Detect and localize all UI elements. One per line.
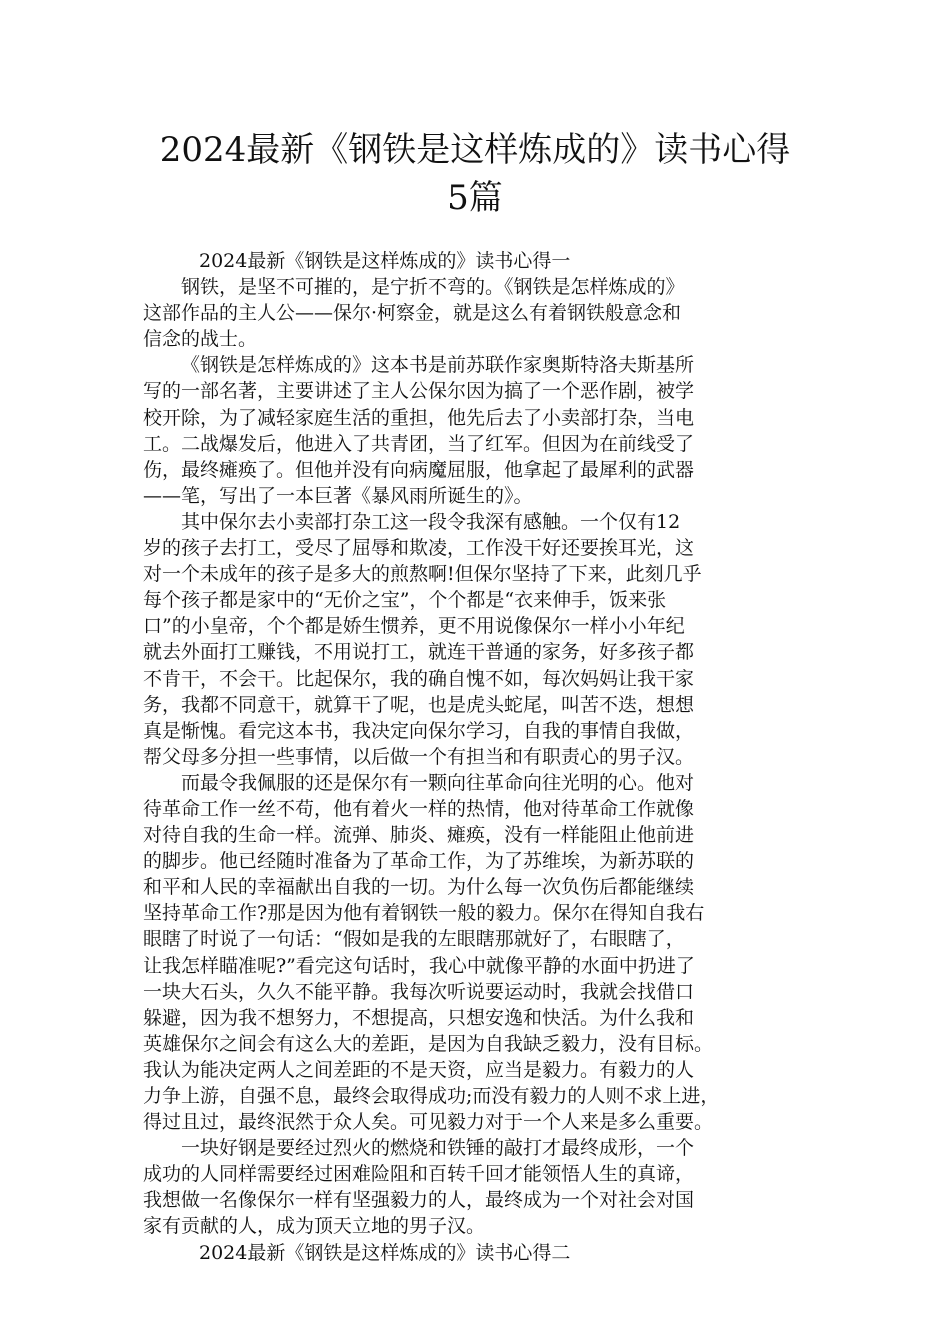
paragraph-line: 这部作品的主人公——保尔·柯察金，就是这么有着钢铁般意念和 [143, 302, 682, 325]
paragraph-line: 岁的孩子去打工，受尽了屈辱和欺凌，工作没干好还要挨耳光，这 [143, 537, 695, 560]
paragraph-4 [143, 770, 808, 1135]
paragraph-line: 一块大石头，久久不能平静。我每次听说要运动时，我就会找借口 [143, 980, 695, 1003]
paragraph-line: 校开除，为了减轻家庭生活的重担，他先后去了小卖部打杂，当电 [143, 406, 695, 429]
paragraph-line: 对待自我的生命一样。流弹、肺炎、瘫痪，没有一样能阻止他前进 [143, 824, 695, 847]
paragraph-line: 就去外面打工赚钱，不用说打工，就连干普通的家务，好多孩子都 [143, 641, 695, 664]
paragraph-line: 躲避，因为我不想努力，不想提高，只想安逸和快活。为什么我和 [143, 1006, 695, 1029]
paragraph-line: 力争上游，自强不息，最终会取得成功;而没有毅力的人则不求上进， [143, 1085, 720, 1107]
paragraph-2 [143, 352, 808, 509]
paragraph-line: 的脚步。他已经随时准备为了革命工作，为了苏维埃，为新苏联的 [143, 850, 695, 873]
title-line-2: 5篇 [447, 178, 503, 218]
paragraph-line: 成功的人同样需要经过困难险阻和百转千回才能领悟人生的真谛， [143, 1163, 695, 1186]
paragraph-line: 信念的战士。 [143, 328, 258, 351]
paragraph-line: 得过且过，最终泯然于众人矣。可见毅力对于一个人来是多么重要。 [143, 1111, 714, 1134]
title-line-1: 2024最新《钢铁是这样炼成的》读书心得 [159, 130, 791, 170]
paragraph-line: 写的一部名著，主要讲述了主人公保尔因为搞了一个恶作剧，被学 [143, 380, 695, 403]
paragraph-line: 英雄保尔之间会有这么大的差距，是因为自我缺乏毅力，没有目标。 [143, 1032, 714, 1055]
document-body [143, 248, 808, 1266]
paragraph-3 [143, 509, 808, 770]
paragraph-line: 不肯干，不会干。比起保尔，我的确自愧不如，每次妈妈让我干家 [143, 667, 695, 690]
paragraph-line: 一块好钢是要经过烈火的燃烧和铁锤的敲打才最终成形，一个 [181, 1137, 695, 1160]
paragraph-line: 家有贡献的人，成为顶天立地的男子汉。 [143, 1215, 486, 1238]
paragraph-line: 口”的小皇帝，个个都是娇生惯养，更不用说像保尔一样小小年纪 [143, 615, 685, 638]
paragraph-line: ——笔，写出了一本巨著《暴风雨所诞生的》。 [143, 484, 533, 507]
paragraph-line: 待革命工作一丝不苟，他有着火一样的热情，他对待革命工作就像 [143, 797, 695, 820]
paragraph-line: 对一个未成年的孩子是多大的煎熬啊!但保尔坚持了下来，此刻几乎 [143, 563, 702, 586]
paragraph-line: 坚持革命工作?那是因为他有着钢铁一般的毅力。保尔在得知自我右 [143, 902, 705, 925]
paragraph-line: 《钢铁是怎样炼成的》这本书是前苏联作家奥斯特洛夫斯基所 [181, 354, 695, 377]
paragraph-line: 务，我都不同意干，就算干了呢，也是虎头蛇尾，叫苦不迭，想想 [143, 693, 695, 716]
paragraph-line: 真是惭愧。看完这本书，我决定向保尔学习，自我的事情自我做， [143, 719, 695, 742]
paragraph-line: 和平和人民的幸福献出自我的一切。为什么每一次负伤后都能继续 [143, 876, 695, 899]
paragraph-line: 我认为能决定两人之间差距的不是天资，应当是毅力。有毅力的人 [143, 1058, 695, 1081]
paragraph-line: 让我怎样瞄准呢?”看完这句话时，我心中就像平静的水面中扔进了 [143, 954, 695, 977]
paragraph-line: 伤，最终瘫痪了。但他并没有向病魔屈服，他拿起了最犀利的武器 [143, 458, 695, 481]
document-title [140, 126, 810, 222]
paragraph-line: 每个孩子都是家中的“无价之宝”，个个都是“衣来伸手，饭来张 [143, 589, 667, 612]
section-heading-1: 2024最新《钢铁是这样炼成的》读书心得一 [199, 250, 571, 272]
section-heading-2: 2024最新《钢铁是这样炼成的》读书心得二 [199, 1241, 571, 1264]
paragraph-line: 而最令我佩服的还是保尔有一颗向往革命向往光明的心。他对 [181, 771, 695, 794]
paragraph-line: 我想做一名像保尔一样有坚强毅力的人，最终成为一个对社会对国 [143, 1189, 695, 1212]
paragraph-1 [143, 274, 808, 352]
paragraph-line: 其中保尔去小卖部打杂工这一段令我深有感触。一个仅有12 [181, 510, 681, 533]
paragraph-line: 帮父母多分担一些事情，以后做一个有担当和有职责心的男子汉。 [143, 745, 695, 768]
paragraph-line: 钢铁，是坚不可摧的，是宁折不弯的。《钢铁是怎样炼成的》 [181, 276, 685, 299]
paragraph-line: 工。二战爆发后，他进入了共青团，当了红军。但因为在前线受了 [143, 432, 695, 455]
paragraph-5 [143, 1135, 808, 1239]
paragraph-line: 眼瞎了时说了一句话：“假如是我的左眼瞎那就好了，右眼瞎了， [143, 928, 685, 951]
